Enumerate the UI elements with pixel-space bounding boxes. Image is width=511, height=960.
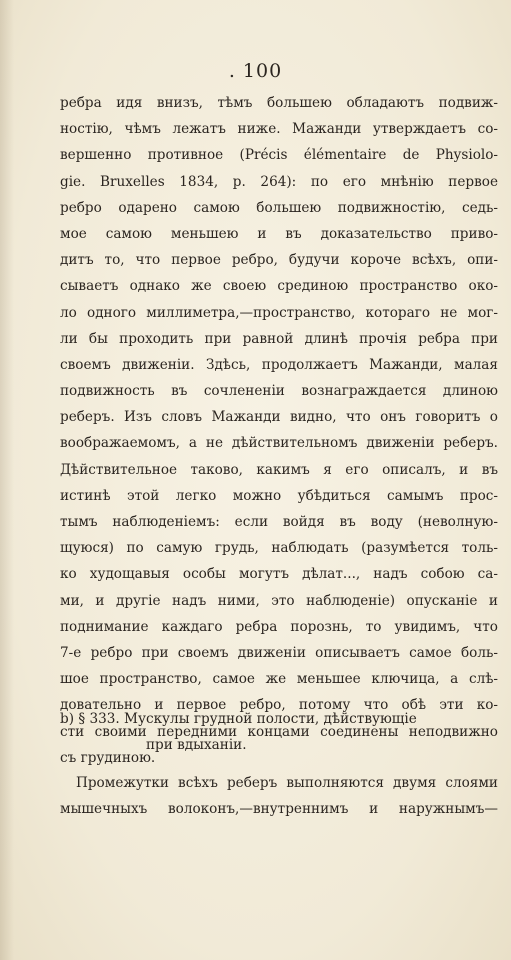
text-line: своемъ движеніи. Здѣсь, продолжаетъ Мажанди, малая [60, 356, 498, 373]
paragraph-closing [60, 770, 498, 822]
text-line: поднимание каждаго ребра порознь, то увидимъ, что [60, 618, 498, 635]
text-line: сти своими передними концами соединены неподвижно [60, 723, 498, 740]
text-line: ми, и другіе надъ ними, это наблюденіе) опусканіе и [60, 592, 498, 609]
text-line: Промежутки всѣхъ реберъ выполняются двумя слоями [76, 775, 498, 791]
text-line: мышечныхъ волоконъ,—внутреннимъ и наружнымъ— [60, 801, 498, 818]
text-line: довательно и первое ребро, потому что обѣ эти ко- [60, 697, 498, 714]
text-line: вершенно противное (Précis élémentaire de Physiolo- [60, 147, 498, 164]
text-line: съ грудиною. [60, 749, 156, 766]
paragraph-main [60, 90, 498, 771]
section-heading [60, 706, 498, 758]
text-line: подвижность въ сочлененіи вознаграждается длиною [60, 383, 498, 400]
text-line: истинѣ этой легко можно убѣдиться самымъ прос- [60, 487, 498, 504]
binding-shadow [0, 0, 14, 960]
text-line: ли бы проходить при равной длинѣ прочія ребра при [60, 330, 498, 347]
text-line: ностію, чѣмъ лежатъ ниже. Мажанди утверждаетъ со- [60, 121, 498, 138]
section-heading-line: при вдыханіи. [146, 737, 247, 754]
text-line: ло одного миллиметра,—пространство, котораго не мог- [60, 304, 498, 321]
text-line: щуюся) по самую грудь, наблюдать (разумѣется толь- [60, 540, 498, 557]
page-number: . 100 [228, 60, 283, 82]
text-line: воображаемомъ, а не дѣйствительномъ движеніи реберъ. [60, 435, 498, 452]
text-line: gie. Bruxelles 1834, p. 264): по его мнѣнію первое [60, 173, 498, 190]
text-line: 7-е ребро при своемъ движеніи описываетъ самое боль- [60, 644, 498, 661]
text-line: ко худощавыя особы могутъ дѣлат..., надъ собою са- [60, 566, 498, 583]
text-line: реберъ. Изъ словъ Мажанди видно, что онъ говоритъ о [60, 409, 498, 426]
section-heading-line: b) § 333. Мускулы грудной полости, дѣйствующіе [60, 711, 417, 727]
text-line: сываетъ однако же своею срединою пространство око- [60, 278, 498, 295]
text-line: тымъ наблюденіемъ: если войдя въ воду (неволную- [60, 514, 498, 530]
text-line: шое пространство, самое же меньшее ключица, а слѣ- [60, 671, 498, 688]
text-line: ребро одарено самою большею подвижностію, седь- [60, 199, 498, 216]
text-line: мое самою меньшею и въ доказательство приво- [60, 225, 498, 242]
text-line: дитъ то, что первое ребро, будучи короче всѣхъ, опи- [60, 252, 498, 269]
text-line: Дѣйствительное таково, какимъ я его описалъ, и въ [60, 461, 498, 478]
text-line: ребра идя внизъ, тѣмъ большею обладаютъ подвиж- [60, 95, 498, 111]
